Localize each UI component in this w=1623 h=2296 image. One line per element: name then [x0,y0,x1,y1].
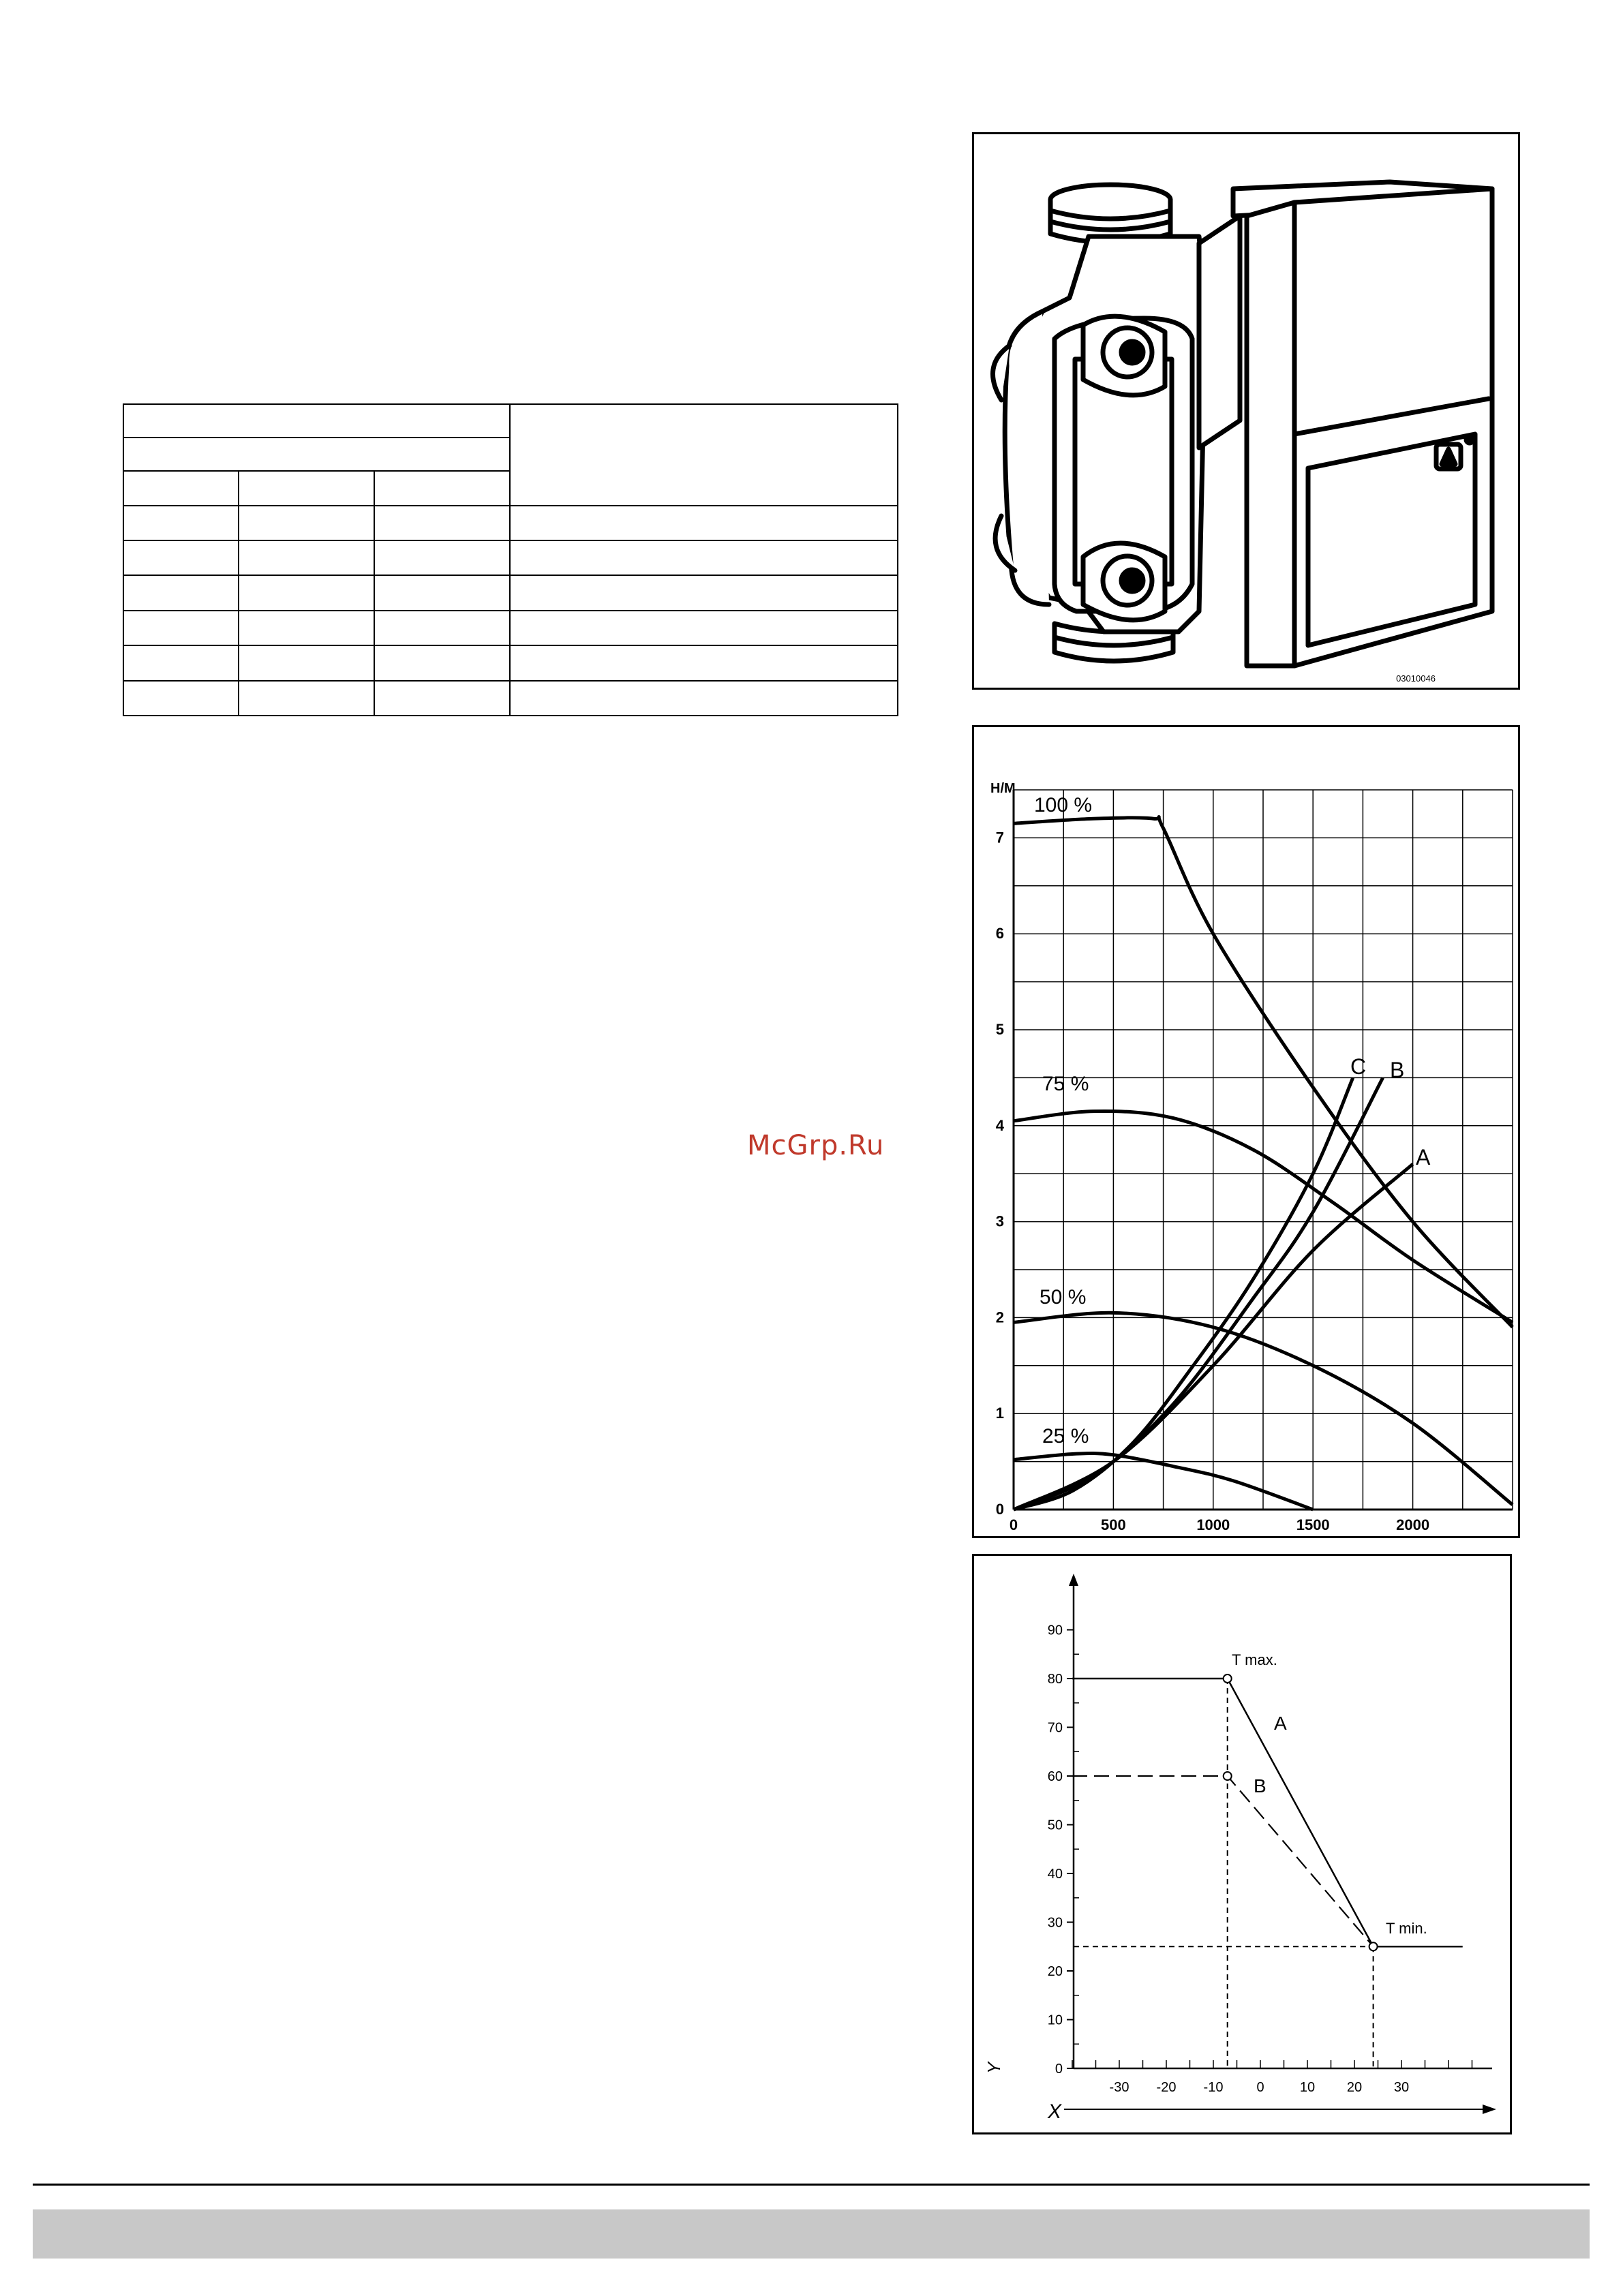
x-tick-label: -30 [1109,2080,1129,2095]
table-header-cell [374,471,510,505]
system-label-a: A [1416,1145,1431,1169]
system-label-c: C [1350,1054,1367,1079]
y-tick-label: 30 [1047,1915,1063,1931]
tmin-label: T min. [1386,1920,1427,1937]
y-tick-label: 5 [995,1021,1004,1038]
x-tick-label: -20 [1156,2080,1177,2095]
pump-y-axis-label: H/M [990,781,1016,796]
table-row [123,611,898,645]
footer-bar [33,2209,1590,2259]
temperature-chart [972,1554,1512,2134]
speed-label-100: 100 % [1034,794,1093,816]
speed-label-25: 25 % [1042,1425,1089,1448]
y-tick-label: 60 [1047,1769,1063,1784]
x-tick-label: 0 [1256,2080,1264,2095]
y-tick-label: 50 [1047,1818,1063,1833]
point-marker [1369,1942,1378,1950]
x-tick-label: 30 [1393,2080,1410,2095]
watermark: McGrp.Ru [747,1130,885,1161]
x-tick-label: 1000 [1196,1516,1230,1533]
line-a-label: A [1274,1713,1287,1734]
x-tick-label: 10 [1299,2080,1316,2095]
y-tick-label: 10 [1047,2012,1063,2028]
series-line-a [1072,1679,1463,1946]
y-tick-label: 0 [995,1501,1004,1518]
y-tick-label: 40 [1047,1867,1063,1882]
pump-curve-svg [974,727,1518,1536]
pump-drawing [974,134,1518,688]
series-line-b [1072,1776,1374,1946]
temp-y-axis-label: Y [984,2062,1004,2074]
system-label-b: B [1390,1058,1405,1082]
y-axis-arrow [1069,1574,1078,1586]
y-tick-label: 0 [1055,2062,1063,2077]
pump-figure [972,132,1520,690]
y-tick-label: 80 [1047,1672,1063,1687]
y-tick-label: 70 [1047,1720,1063,1736]
y-tick-label: 6 [995,925,1004,943]
pump-figure-code: 03010046 [1396,673,1436,684]
pump-curve-chart [972,725,1520,1538]
temperature-svg [974,1556,1510,2132]
x-tick-label: -10 [1203,2080,1224,2095]
x-tick-label: 20 [1346,2080,1363,2095]
line-b-label: B [1254,1775,1266,1796]
table-row [123,681,898,716]
speed-label-50: 50 % [1040,1286,1087,1308]
table-header-cell [239,471,374,505]
table-row [123,540,898,575]
speed-label-75: 75 % [1042,1073,1089,1095]
x-tick-label: 2000 [1396,1516,1430,1533]
y-tick-label: 20 [1047,1964,1063,1979]
x-tick-label: 1500 [1296,1516,1330,1533]
y-tick-label: 7 [995,829,1004,846]
table-header-cell [123,471,239,505]
point-marker [1224,1772,1232,1780]
temperature-axes [1064,1574,1496,2114]
table-row [123,506,898,540]
data-table [123,403,898,716]
y-tick-label: 90 [1047,1623,1063,1638]
x-tick-label: 500 [1101,1516,1126,1533]
y-tick-label: 3 [995,1212,1004,1230]
footer-rule [33,2184,1590,2186]
temp-x-axis-label: X [1048,2100,1062,2123]
y-tick-label: 4 [995,1116,1004,1134]
table-header-cell [510,404,898,506]
table-header-cell [123,438,510,471]
y-tick-label: 1 [995,1405,1004,1422]
table-row [123,645,898,680]
tmax-label: T max. [1232,1651,1277,1668]
table-header-cell [123,404,510,438]
temperature-series [1072,1674,1463,2068]
y-tick-label: 2 [995,1308,1004,1326]
point-marker [1224,1674,1232,1683]
x-tick-label: 0 [1009,1516,1018,1533]
pump-grid [1014,790,1513,1510]
temperature-ticks [1048,1623,1472,2096]
x-axis-arrow [1483,2104,1496,2114]
table-row [123,575,898,610]
